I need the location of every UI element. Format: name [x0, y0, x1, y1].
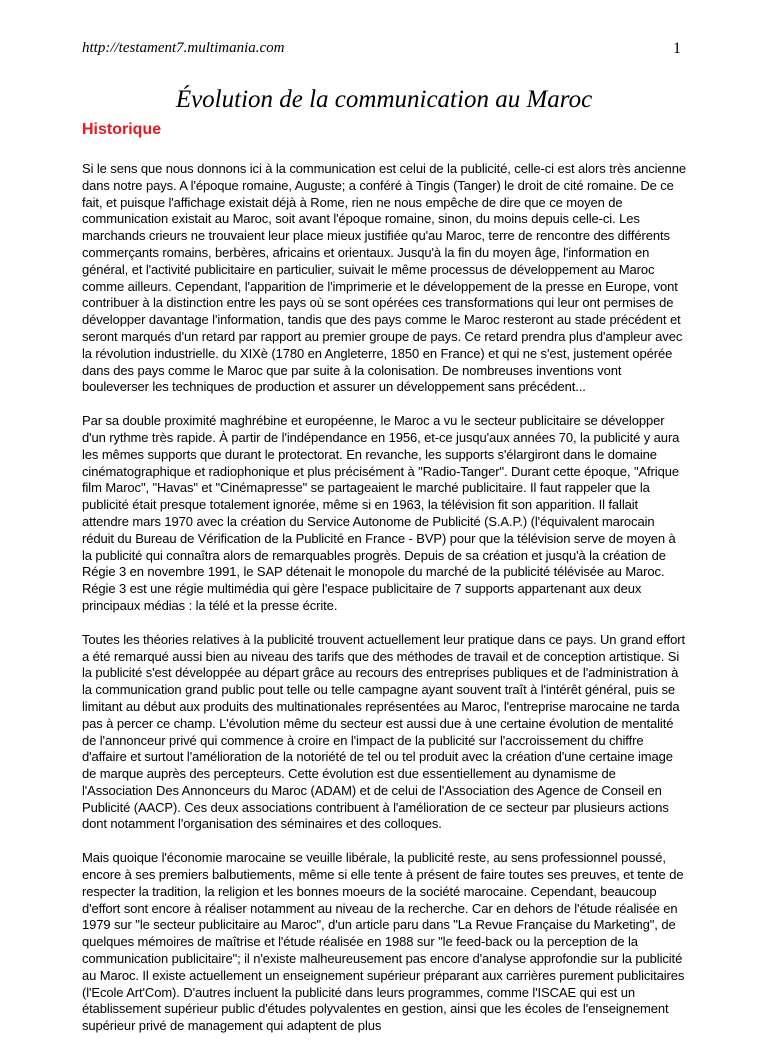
paragraph: Toutes les théories relatives à la publicité trouvent actuellement leur pratique dans ce pays. Un grand effort a été remarqué aussi bien au niveau des tarifs que des méthodes de travail et de conception artistique. Si la publicité s'est développée au départ grâce au recours des entreprises publiques et de l'administration à la communication grand public pout telle ou telle campagne ayant souvent traît à l'intérêt général, puis se limitant au début aux produits des multinationales représentées au Maroc, l'entreprise marocaine ne tarda pas à percer ce champ. L'évolution même du secteur est aussi due à une certaine évolution de mentalité de l'annonceur privé qui commence à croire en l'impact de la publicité sur l'accroissement du chiffre d'affaire et surtout l'amélioration de la notoriété de tel ou tel produit avec la création d'une certaine image de marque auprès des percepteurs. Cette évolution est due essentiellement au dynamisme de l'Association Des Annonceurs du Maroc (ADAM) et de celui de l'Association des Agence de Conseil en Publicité (AACP). Ces deux associations contribuent à l'amélioration de ce secteur par plusieurs actions dont notamment l'organisation des séminaires et des colloques. — [82, 631, 685, 832]
paragraph: Mais quoique l'économie marocaine se veuille libérale, la publicité reste, au sens professionnel poussé, encore à ses premiers balbutiements, même si elle tente à présent de faire toutes ses preuves, et tente de respecter la tradition, la religion et les bonnes moeurs de la société marocaine. Cependant, beaucoup d'effort sont encore à réaliser notamment au niveau de la recherche. Car en dehors de l'étude réalisée en 1979 sur "le secteur publicitaire au Maroc", d'un article paru dans "La Revue Française du Marketing", de quelques mémoires de maîtrise et l'étude réalisée en 1988 sur "le feed-back ou la perception de la communication publicitaire"; il n'existe malheureusement pas encore d'analyse approfondie sur la publicité au Maroc. Il existe actuellement un enseignement supérieur préparant aux carrières purement publicitaires (l'Ecole Art'Com). D'autres incluent la publicité dans leurs programmes, comme l'ISCAE qui est un établissement supérieur public d'études polyvalentes en gestion, ainsi que les écoles de l'enseignement supérieur privé de management qui adaptent de plus — [82, 850, 685, 1034]
header-url: http://testament7.multimania.com — [82, 40, 285, 56]
document-title: Évolution de la communication au Maroc — [175, 86, 593, 113]
body-text — [82, 161, 688, 1052]
paragraph: Si le sens que nous donnons ici à la communication est celui de la publicité, celle-ci est alors très ancienne dans notre pays. A l'époque romaine, Auguste; a conféré à Tingis (Tanger) le droit de cité romaine. De ce fait, et puisque l'affichage existait déjà à Rome, rien ne nous empêche de dire que ce moyen de communication existait au Maroc, soit avant l'époque romaine, sinon, du moins depuis celle-ci. Les marchands crieurs ne trouvaient leur place mieux justifiée qu'au Maroc, terre de rencontre des différents commerçants romains, berbères, africains et orientaux. Jusqu'à la fin du moyen âge, l'information en général, et l'activité publicitaire en particulier, suivait le même processus de développement au Maroc comme ailleurs. Cependant, l'apparition de l'imprimerie et le développement de la presse en Europe, vont contribuer à la distinction entre les pays où se sont opérées ces transformations qui leur ont permises de développer davantage l'information, tandis que des pays comme le Maroc resteront au stade précédent et seront marqués d'un retard par rapport au premier groupe de pays. Ce retard prendra plus d'ampleur avec la révolution industrielle. du XIXè (1780 en Angleterre, 1850 en France) et qui ne s'est, justement opérée dans des pays comme le Maroc que par suite à la colonisation. De nombreuses inventions vont bouleverser les techniques de production et assurer un développement sans précédent... — [82, 161, 686, 395]
paragraph: Par sa double proximité maghrébine et européenne, le Maroc a vu le secteur publicitaire se développer d'un rythme très rapide. À partir de l'indépendance en 1956, et-ce jusqu'aux années 70, la publicité y aura les mêmes supports que durant le protectorat. En revanche, les supports s'élargiront dans le domaine cinématographique et radiophonique et plus précisément à "Radio-Tanger". Durant cette époque, "Afrique film Maroc", "Havas" et "Cinémapresse" se partageaient le marché publicitaire. Il faut rappeler que la publicité était presque totalement ignorée, même si en 1963, la télévision fit son apparition. Il fallait attendre mars 1970 avec la création du Service Autonome de Publicité (S.A.P.) (l'équivalent marocain réduit du Bureau de Vérification de la Publicité en France - BVP) pour que la télévision serve de moyen à la publicité qui connaîtra alors de remarquables progrès. Depuis de sa création et jusqu'à la création de Régie 3 en novembre 1991, le SAP détenait le monopole du marché de la publicité télévisée au Maroc. Régie 3 est une régie multimédia qui gère l'espace publicitaire de 7 supports appartenant aux deux principaux médias : la télé et la presse écrite. — [82, 413, 680, 613]
page-number: 1 — [673, 40, 681, 57]
section-heading: Historique — [82, 121, 162, 138]
